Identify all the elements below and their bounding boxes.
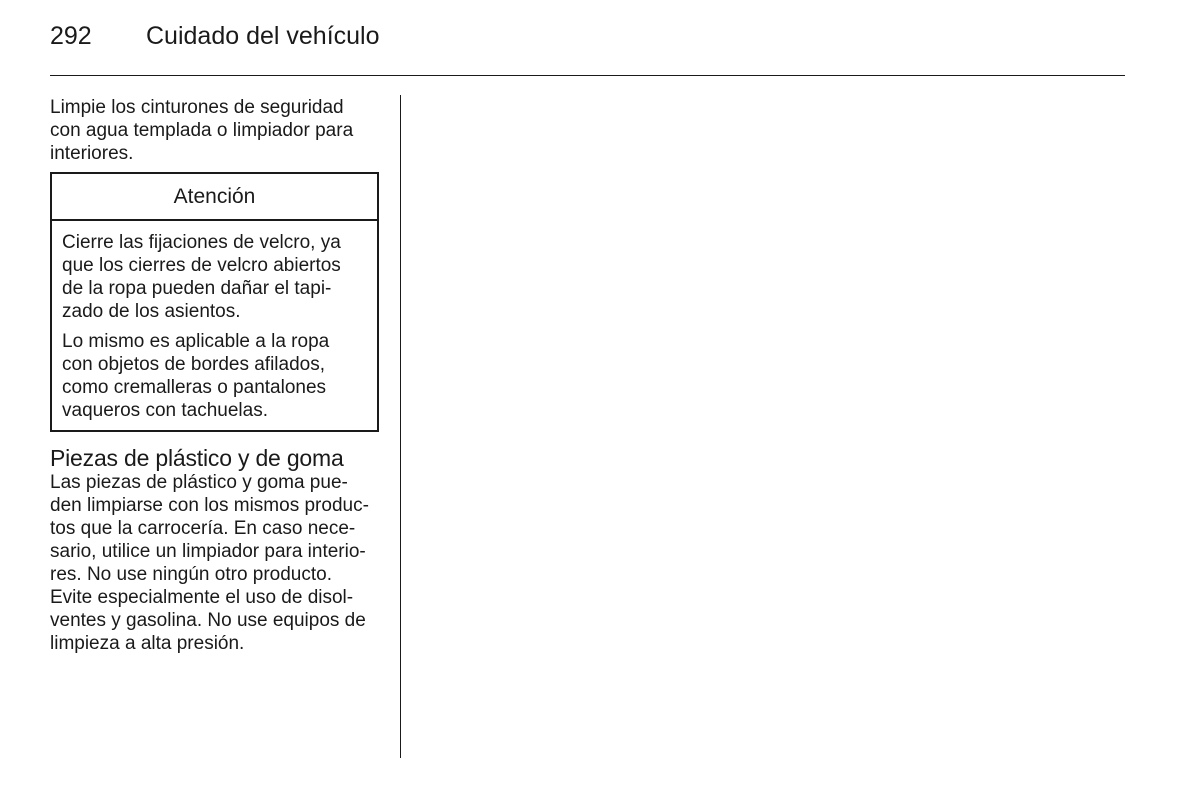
page-header — [50, 22, 380, 58]
section-heading: Piezas de plástico y de goma — [50, 445, 344, 471]
intro-paragraph: Limpie los cinturones de seguridad con agua templada o limpiador para interiores. — [50, 97, 354, 164]
section-body: Las piezas de plástico y goma pue- den limpiarse con los mismos produc- tos que la carrocería. En caso nece- sario, utilice un limpiador para interio- res. No use ningún otro producto. Evite especialmente el uso de disol- ventes y gasolina. No use equipos de limpieza a alta presión. — [50, 472, 369, 654]
notice-title: Atención — [52, 174, 377, 221]
column-divider — [400, 95, 401, 758]
attention-notice-box — [50, 172, 379, 432]
header-divider — [50, 75, 1125, 76]
page-title: Cuidado del vehículo — [146, 22, 380, 50]
notice-paragraph: Cierre las fijaciones de velcro, ya que los cierres de velcro abiertos de la ropa pueden dañar el tapi- zado de los asientos. — [62, 232, 341, 322]
notice-body — [52, 221, 377, 430]
left-column — [50, 96, 380, 655]
notice-paragraph: Lo mismo es aplicable a la ropa con objetos de bordes afilados, como cremalleras o pantalones vaqueros con tachuelas. — [62, 331, 330, 421]
page-number: 292 — [50, 22, 92, 50]
